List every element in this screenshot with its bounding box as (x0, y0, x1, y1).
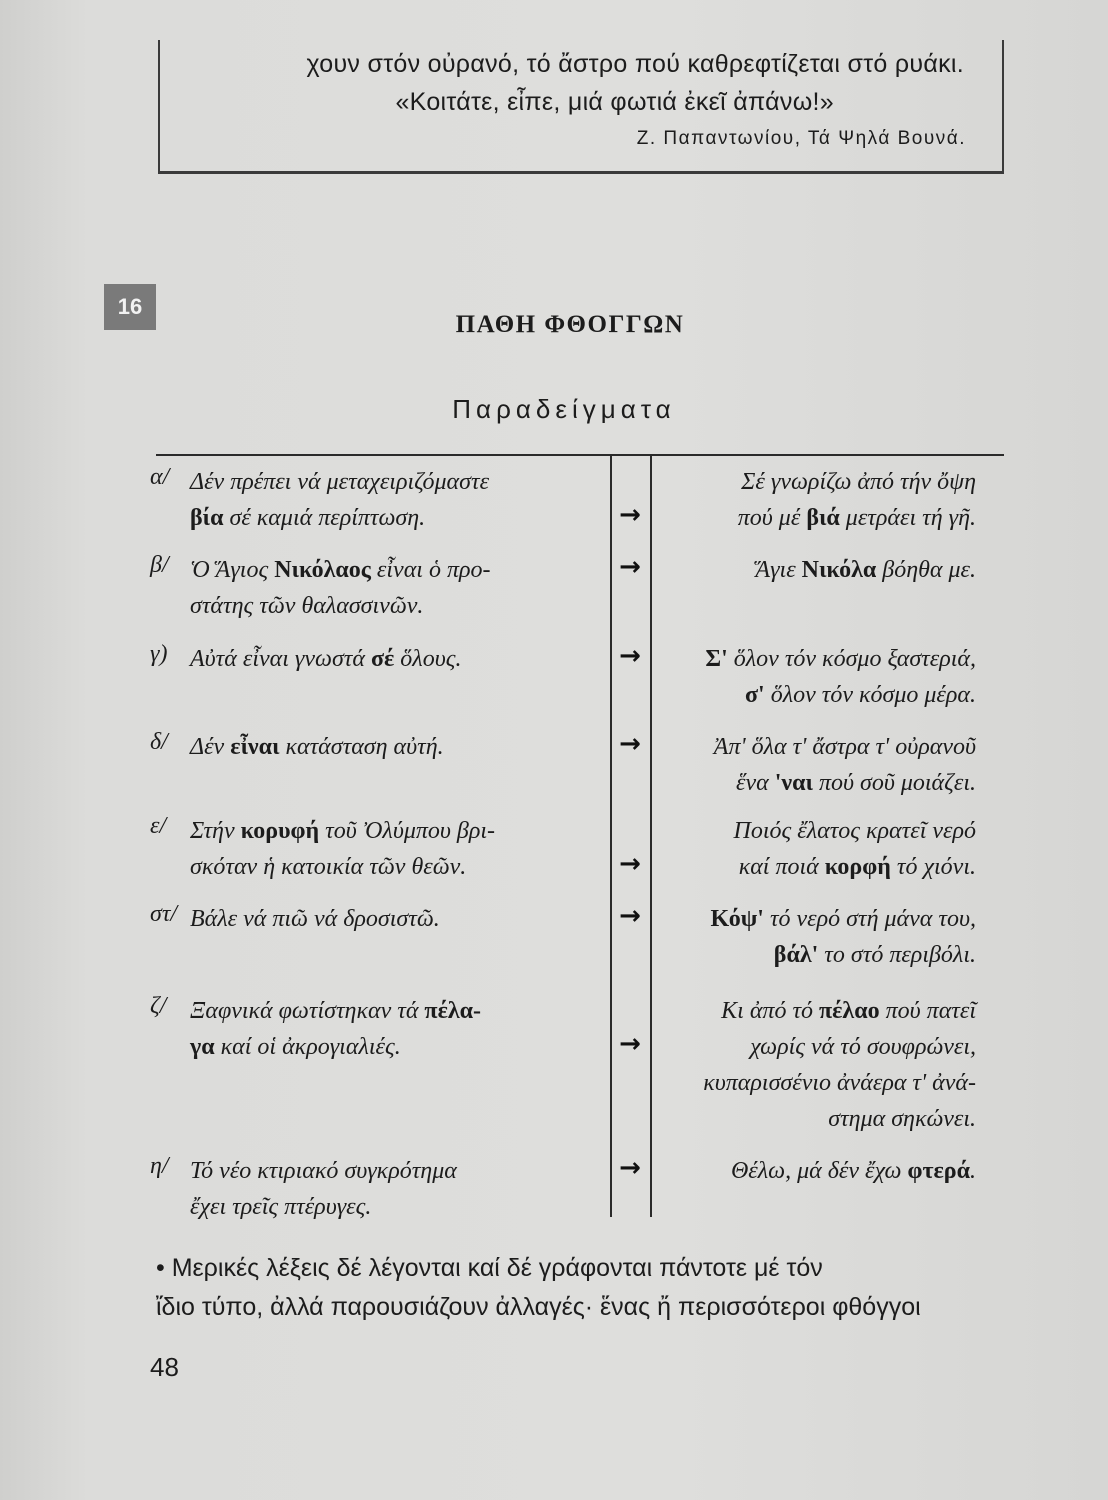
example-marker: ζ/ (150, 993, 167, 1019)
sentence-line: Δέν εἶναι κατάσταση αὐτή. (190, 734, 444, 760)
sentence-line: γα καί οἱ ἀκρογιαλιές. (190, 1034, 401, 1060)
verse-line: χωρίς νά τό σουφρώνει, (750, 1034, 976, 1060)
arrow-icon: → (619, 500, 641, 530)
emphasized-word: εἶναι (230, 734, 280, 760)
example-marker: β/ (150, 552, 169, 578)
arrow-icon: → (619, 1153, 641, 1183)
example-sentence (190, 813, 595, 885)
paragraph-line: ἴδιο τύπο, ἀλλά παρουσιάζουν ἀλλαγές· ἕνας ἤ περισσότεροι φθόγγοι (156, 1293, 921, 1321)
emphasized-word: σέ (370, 646, 395, 672)
arrow-icon: → (619, 849, 641, 879)
example-marker: στ/ (150, 901, 178, 927)
verse-line: πού μέ βιά μετράει τή γῆ. (737, 505, 976, 531)
emphasized-word: βιά (806, 505, 840, 531)
example-sentence (190, 901, 595, 937)
verse-line: Κι ἀπό τό πέλαο πού πατεῖ (721, 998, 976, 1024)
emphasized-word: φτερά (907, 1158, 970, 1184)
poetic-example (656, 813, 976, 885)
verse-line: Σέ γνωρίζω ἀπό τήν ὄψη (741, 469, 976, 495)
verse-line: βάλ' το στό περιβόλι. (773, 942, 976, 968)
poetic-example (656, 901, 976, 973)
example-marker: η/ (150, 1153, 169, 1179)
arrow-icon: → (619, 641, 641, 671)
example-sentence (190, 729, 595, 765)
sentence-line: Βάλε νά πιῶ νά δροσιστῶ. (190, 906, 440, 932)
example-marker: γ) (150, 641, 168, 667)
paragraph-line: • Μερικές λέξεις δέ λέγονται καί δέ γράφονται πάντοτε μέ τόν (156, 1254, 823, 1282)
example-marker: δ/ (150, 729, 168, 755)
poetic-example (656, 729, 976, 801)
poetic-example (656, 464, 976, 536)
sentence-line: σκόταν ἡ κατοικία τῶν θεῶν. (190, 854, 467, 880)
arrow-icon: → (619, 901, 641, 931)
emphasized-word: βάλ' (773, 942, 819, 968)
sentence-line: Αὐτά εἶναι γνωστά σέ ὅλους. (190, 646, 462, 672)
example-marker: α/ (150, 464, 170, 490)
sentence-line: Στήν κορυφή τοῦ Ὀλύμπου βρι- (190, 818, 496, 844)
emphasized-word: 'ναι (774, 770, 813, 796)
table-top-rule (156, 454, 1004, 456)
emphasized-word: κορυφή (240, 818, 320, 844)
emphasized-word: σ' (744, 682, 765, 708)
example-sentence (190, 641, 595, 677)
emphasized-word: πέλα- (424, 998, 481, 1024)
verse-line: Ἀπ' ὅλα τ' ἄστρα τ' οὐρανοῦ (713, 734, 976, 760)
verse-line: Θέλω, μά δέν ἔχω φτερά. (730, 1158, 976, 1184)
body-paragraph (156, 1249, 1002, 1327)
emphasized-word: Νικόλαος (274, 557, 371, 583)
verse-line: ἕνα 'ναι πού σοῦ μοιάζει. (736, 770, 976, 796)
quote-line-2: «Κοιτάτε, εἶπε, μιά φωτιά ἐκεῖ ἀπάνω!» (395, 88, 834, 116)
arrow-icon: → (619, 552, 641, 582)
quote-line-1: χουν στόν οὐρανό, τό ἄστρο πού καθρεφτίζεται στό ρυάκι. (306, 50, 964, 78)
quote-box (158, 40, 1004, 174)
examples-heading: Παραδείγματα (452, 394, 676, 424)
verse-line: Κόψ' τό νερό στή μάνα του, (710, 906, 976, 932)
example-sentence (190, 552, 595, 624)
emphasized-word: Σ' (705, 646, 728, 672)
arrow-icon: → (619, 1029, 641, 1059)
quote-author: Ζ. Παπαντωνίου, Τά Ψηλά Βουνά. (636, 128, 966, 149)
emphasized-word: πέλαο (819, 998, 880, 1024)
emphasized-word: Νικόλα (801, 557, 877, 583)
sentence-line: στάτης τῶν θαλασσινῶν. (190, 593, 424, 619)
verse-line: κυπαρισσένιο ἀνάερα τ' ἀνά- (703, 1070, 976, 1096)
emphasized-word: κορφή (824, 854, 891, 880)
example-marker: ε/ (150, 813, 167, 839)
verse-line: στημα σηκώνει. (828, 1106, 976, 1132)
verse-line: σ' ὅλον τόν κόσμο μέρα. (744, 682, 976, 708)
sentence-line: Τό νέο κτιριακό συγκρότημα (190, 1158, 457, 1184)
arrow-icon: → (619, 729, 641, 759)
poetic-example (656, 1153, 976, 1189)
sentence-line: βία σέ καμιά περίπτωση. (190, 505, 426, 531)
verse-line: Ποιός ἔλατος κρατεῖ νερό (733, 818, 976, 844)
poetic-example (656, 552, 976, 588)
emphasized-word: Κόψ' (710, 906, 764, 932)
example-sentence (190, 464, 595, 536)
emphasized-word: βία (190, 505, 224, 531)
page-number: 48 (150, 1352, 179, 1382)
page-title: ΠΑΘΗ ΦΘΟΓΓΩΝ (455, 311, 685, 338)
verse-line: καί ποιά κορφή τό χιόνι. (738, 854, 976, 880)
emphasized-word: γα (190, 1034, 215, 1060)
sentence-line: Ὁ Ἅγιος Νικόλαος εἶναι ὁ προ- (190, 557, 491, 583)
poetic-example (656, 641, 976, 713)
sentence-line: Δέν πρέπει νά μεταχειριζόμαστε (190, 469, 490, 495)
verse-line: Σ' ὅλον τόν κόσμο ξαστεριά, (705, 646, 976, 672)
sentence-line: Ξαφνικά φωτίστηκαν τά πέλα- (190, 998, 481, 1024)
sentence-line: ἔχει τρεῖς πτέρυγες. (190, 1194, 372, 1220)
verse-line: Ἅγιε Νικόλα βόηθα με. (755, 557, 976, 583)
example-sentence (190, 993, 595, 1065)
arrow-column-right-border (650, 455, 652, 1217)
example-sentence (190, 1153, 595, 1225)
section-number-badge: 16 (104, 284, 156, 330)
poetic-example (656, 993, 976, 1137)
